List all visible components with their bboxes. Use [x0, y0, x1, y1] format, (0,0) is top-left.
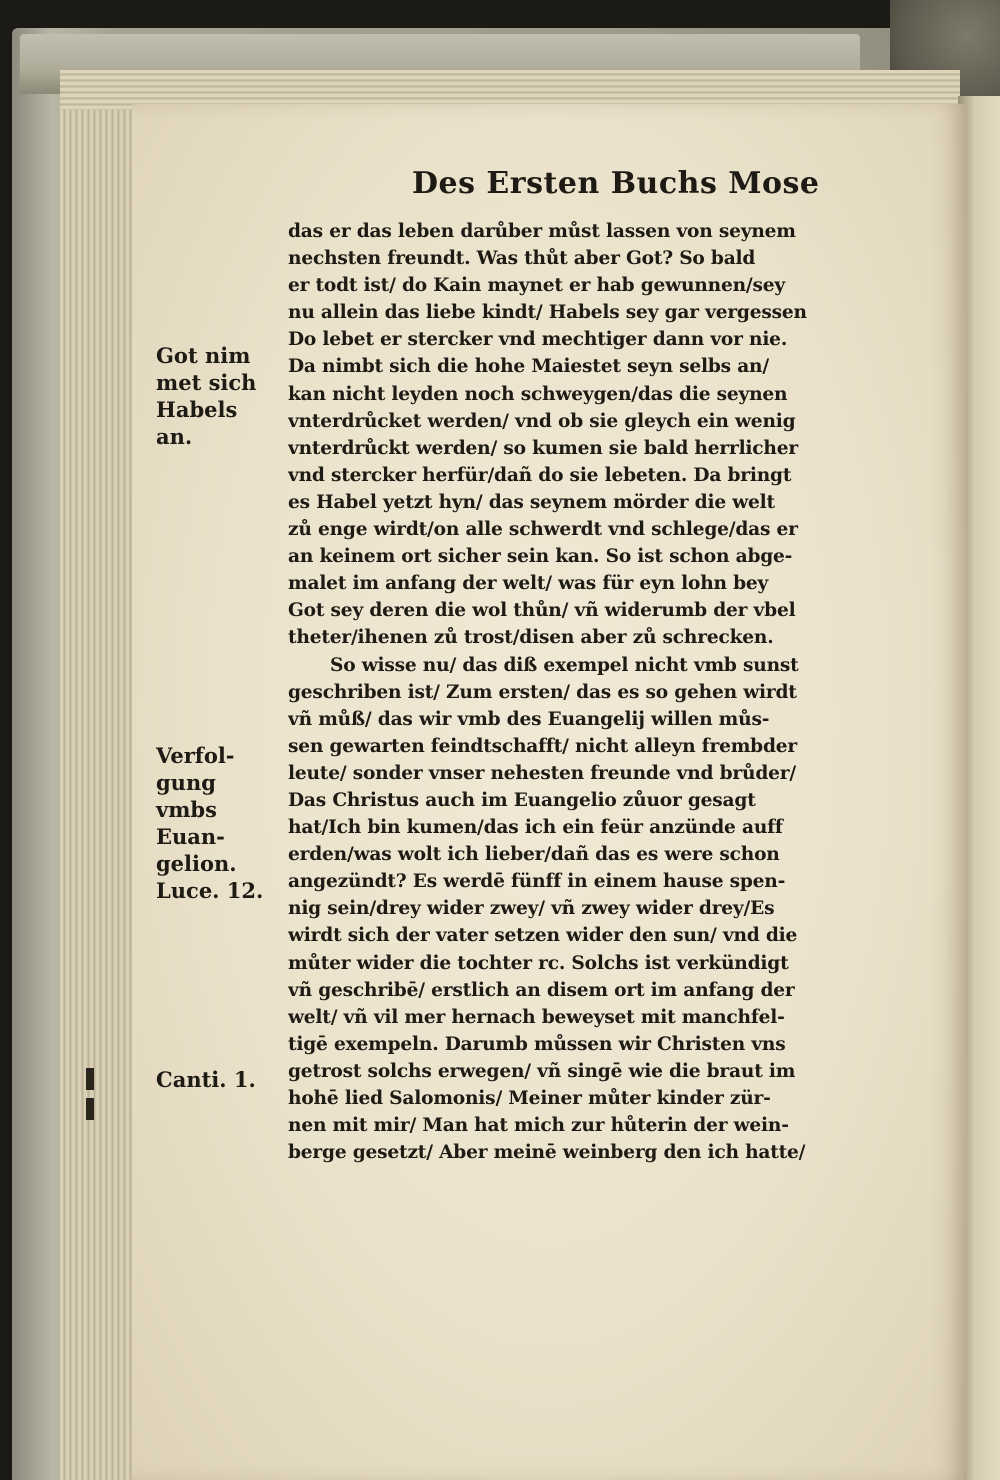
marginal-gloss-habel [156, 342, 256, 450]
text-line: Da nimbt sich die hohe Maiestet seyn selbs an/ [288, 356, 769, 378]
text-line: nu allein das liebe kindt/ Habels sey gar vergessen [288, 302, 807, 324]
text-line: das er das leben darůber můst lassen von seynem [288, 221, 796, 242]
text-line: nechsten freundt. Was thůt aber Got? So bald [288, 248, 756, 270]
text-line: welt/ vñ vil mer hernach beweyset mit manchfel- [288, 1006, 785, 1028]
text-line: vñ můß/ das wir vmb des Euangelij willen můs- [288, 708, 770, 730]
text-line: Do lebet er stercker vnd mechtiger dann vor nie. [288, 329, 788, 351]
text-line: můter wider die tochter rc. Solchs ist verkündigt [288, 952, 789, 974]
show-through-marks [86, 1064, 108, 1134]
ink-mark [86, 1068, 94, 1090]
text-line: nig sein/drey wider zwey/ vñ zwey wider drey/Es [288, 898, 775, 920]
text-line: berge gesetzt/ Aber meinē weinberg den ich hatte/ [288, 1142, 806, 1164]
text-line: leute/ sonder vnser nehesten freunde vnd brůder/ [288, 762, 796, 784]
text-line: Got sey deren die wol thůn/ vñ widerumb der vbel [288, 600, 796, 622]
text-line: vnterdrůcket werden/ vnd ob sie gleych ein wenig [288, 410, 796, 432]
running-head: Des Ersten Buchs Mose [412, 166, 820, 201]
text-line: hohē lied Salomonis/ Meiner můter kinder zür- [288, 1088, 771, 1109]
gloss-line: Got nim [156, 343, 251, 368]
text-line: er todt ist/ do Kain maynet er hab gewunnen/sey [288, 275, 785, 297]
gloss-line: Habels [156, 397, 238, 422]
text-line: an keinem ort sicher sein kan. So ist schon abge- [288, 546, 793, 568]
text-line: vñ geschribē/ erstlich an disem ort im anfang der [288, 979, 795, 1001]
text-line: angezündt? Es werdē fünff in einem hause spen- [288, 871, 786, 893]
text-line: erden/was wolt ich lieber/dañ das es were schon [288, 844, 780, 866]
gloss-line: vmbs [156, 797, 217, 822]
marginal-gloss-verfolgung [156, 742, 263, 904]
gloss-line: met sich [156, 370, 257, 395]
gloss-line: Luce. 12. [156, 878, 264, 903]
gloss-line: Canti. 1. [156, 1067, 256, 1092]
gloss-line: an. [156, 424, 193, 449]
body-text [288, 218, 888, 1166]
gloss-line: Euan- [156, 824, 225, 849]
text-line: geschriben ist/ Zum ersten/ das es so gehen wirdt [288, 681, 797, 703]
text-line: zů enge wirdt/on alle schwerdt vnd schlege/das er [288, 519, 798, 541]
text-line: Das Christus auch im Euangelio zůuor gesagt [288, 789, 756, 811]
text-line: hat/Ich bin kumen/das ich ein feür anzünde auff [288, 817, 783, 839]
text-line: nen mit mir/ Man hat mich zur hůterin der wein- [288, 1115, 789, 1137]
text-line: getrost solchs erwegen/ vñ singē wie die braut im [288, 1060, 796, 1082]
text-line: sen gewarten feindtschafft/ nicht alleyn frembder [288, 735, 798, 757]
text-line: So wisse nu/ das diß exempel nicht vmb sunst [330, 654, 799, 676]
text-line: es Habel yetzt hyn/ das seynem mörder die welt [288, 491, 775, 513]
text-line: theter/ihenen zů trost/disen aber zů schrecken. [288, 627, 774, 649]
page-edges-left [60, 70, 140, 1480]
text-line: tigē exempeln. Darumb můssen wir Christen vns [288, 1033, 786, 1055]
text-line: vnd stercker herfür/dañ do sie lebeten. Da bringt [288, 464, 792, 486]
text-line: kan nicht leyden noch schweygen/das die seynen [288, 383, 788, 405]
gloss-line: Verfol- [156, 743, 235, 768]
ink-mark [86, 1098, 94, 1120]
marginal-gloss-canti [156, 1066, 256, 1093]
text-line: malet im anfang der welt/ was für eyn lohn bey [288, 573, 769, 595]
gloss-line: gelion. [156, 851, 237, 876]
text-line: vnterdrůckt werden/ so kumen sie bald herrlicher [288, 437, 798, 459]
gloss-line: gung [156, 770, 216, 795]
text-line: wirdt sich der vater setzen wider den sun/ vnd die [288, 925, 798, 947]
